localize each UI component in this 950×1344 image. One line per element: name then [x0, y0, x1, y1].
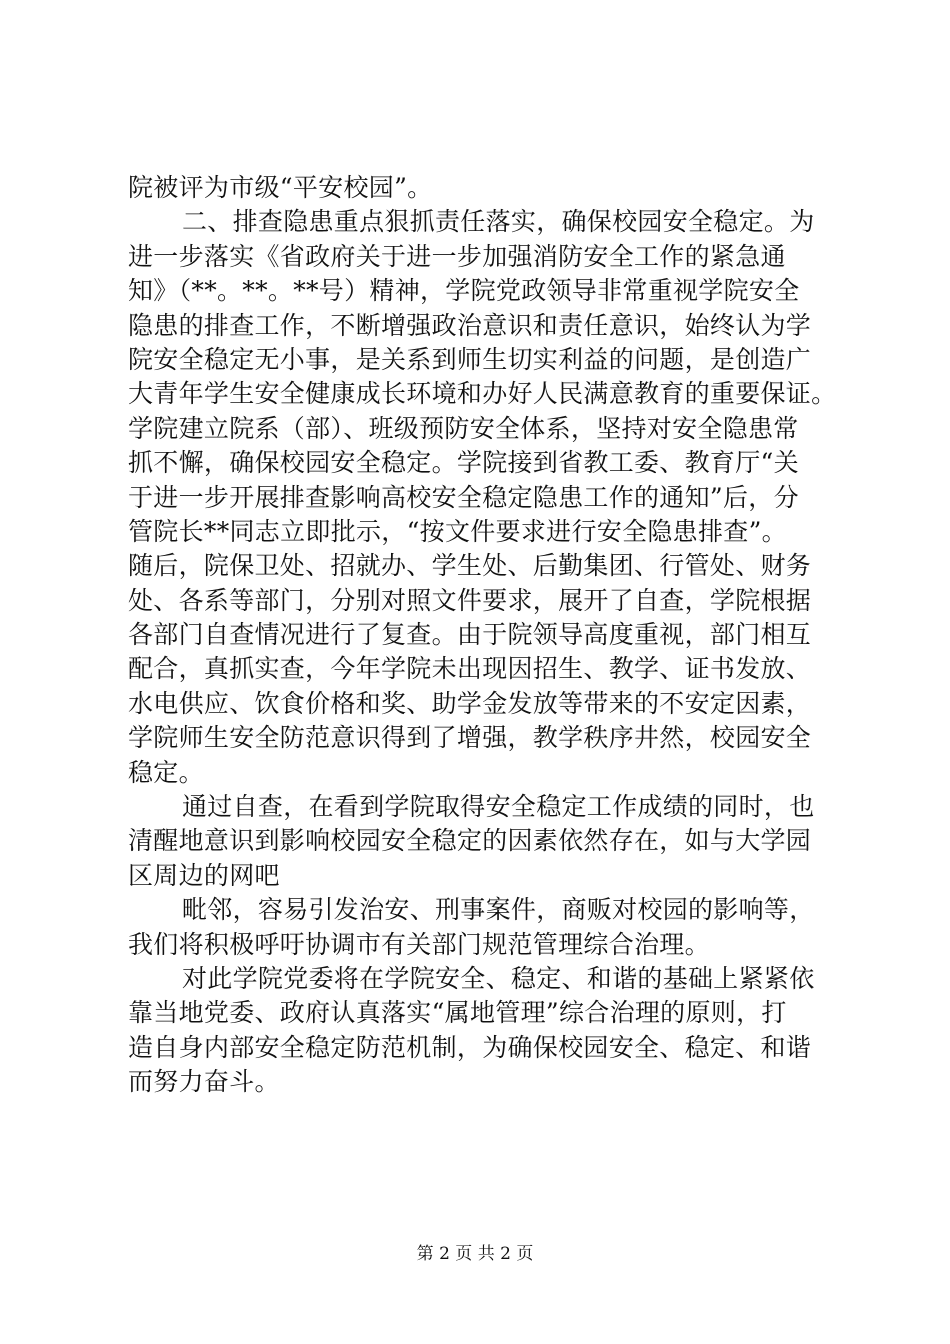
text-line: 毗邻，容易引发治安、刑事案件，商贩对校园的影响等， [182, 895, 815, 925]
text-line: 处、各系等部门，分别对照文件要求，展开了自查，学院根据 [128, 585, 812, 615]
text-line: 二、排查隐患重点狠抓责任落实，确保校园安全稳定。为 [182, 207, 815, 237]
text-line: 清醒地意识到影响校园安全稳定的因素依然存在，如与大学园 [128, 826, 812, 856]
text-line: 管院长**同志立即批示，“按文件要求进行安全隐患排查”。 [128, 516, 787, 546]
text-line: 对此学院党委将在学院安全、稳定、和谐的基础上紧紧依 [182, 963, 815, 993]
text-line: 学院师生安全防范意识得到了增强，教学秩序井然，校园安全 [128, 723, 812, 753]
text-line: 而努力奋斗。 [128, 1067, 280, 1097]
text-line: 知》（**。**。**号）精神，学院党政领导非常重视学院安全 [128, 276, 800, 306]
text-line: 造自身内部安全稳定防范机制，为确保校园安全、稳定、和谐 [128, 1032, 812, 1062]
text-line: 随后，院保卫处、招就办、学生处、后勤集团、行管处、财务 [128, 551, 812, 581]
text-line: 配合，真抓实查，今年学院未出现因招生、教学、证书发放、 [128, 654, 812, 684]
text-line: 院安全稳定无小事，是关系到师生切实利益的问题，是创造广 [128, 344, 812, 374]
text-line: 于进一步开展排查影响高校安全稳定隐患工作的通知”后，分 [128, 482, 799, 512]
page-footer: 第 2 页 共 2 页 [416, 1244, 534, 1264]
text-line: 大青年学生安全健康成长环境和办好人民满意教育的重要保证。 [128, 379, 837, 409]
text-line: 各部门自查情况进行了复查。由于院领导高度重视，部门相互 [128, 620, 812, 650]
text-line: 学院建立院系（部）、班级预防安全体系，坚持对安全隐患常 [128, 413, 799, 443]
text-line: 稳定。 [128, 757, 204, 787]
document-body [128, 171, 837, 1100]
text-line: 水电供应、饮食价格和奖、助学金发放等带来的不安定因素， [128, 688, 812, 718]
text-line: 隐患的排查工作，不断增强政治意识和责任意识，始终认为学 [128, 310, 812, 340]
text-line: 通过自查，在看到学院取得安全稳定工作成绩的同时，也 [182, 792, 815, 822]
text-line: 抓不懈，确保校园安全稳定。学院接到省教工委、教育厅“关 [128, 448, 799, 478]
text-line: 我们将积极呼吁协调市有关部门规范管理综合治理。 [128, 929, 710, 959]
text-line: 院被评为市级“平安校园”。 [128, 173, 433, 202]
text-line: 进一步落实《省政府关于进一步加强消防安全工作的紧急通 [128, 241, 786, 271]
text-line: 靠当地党委、政府认真落实“属地管理”综合治理的原则，打 [128, 998, 787, 1028]
text-line: 区周边的网吧 [128, 860, 280, 890]
